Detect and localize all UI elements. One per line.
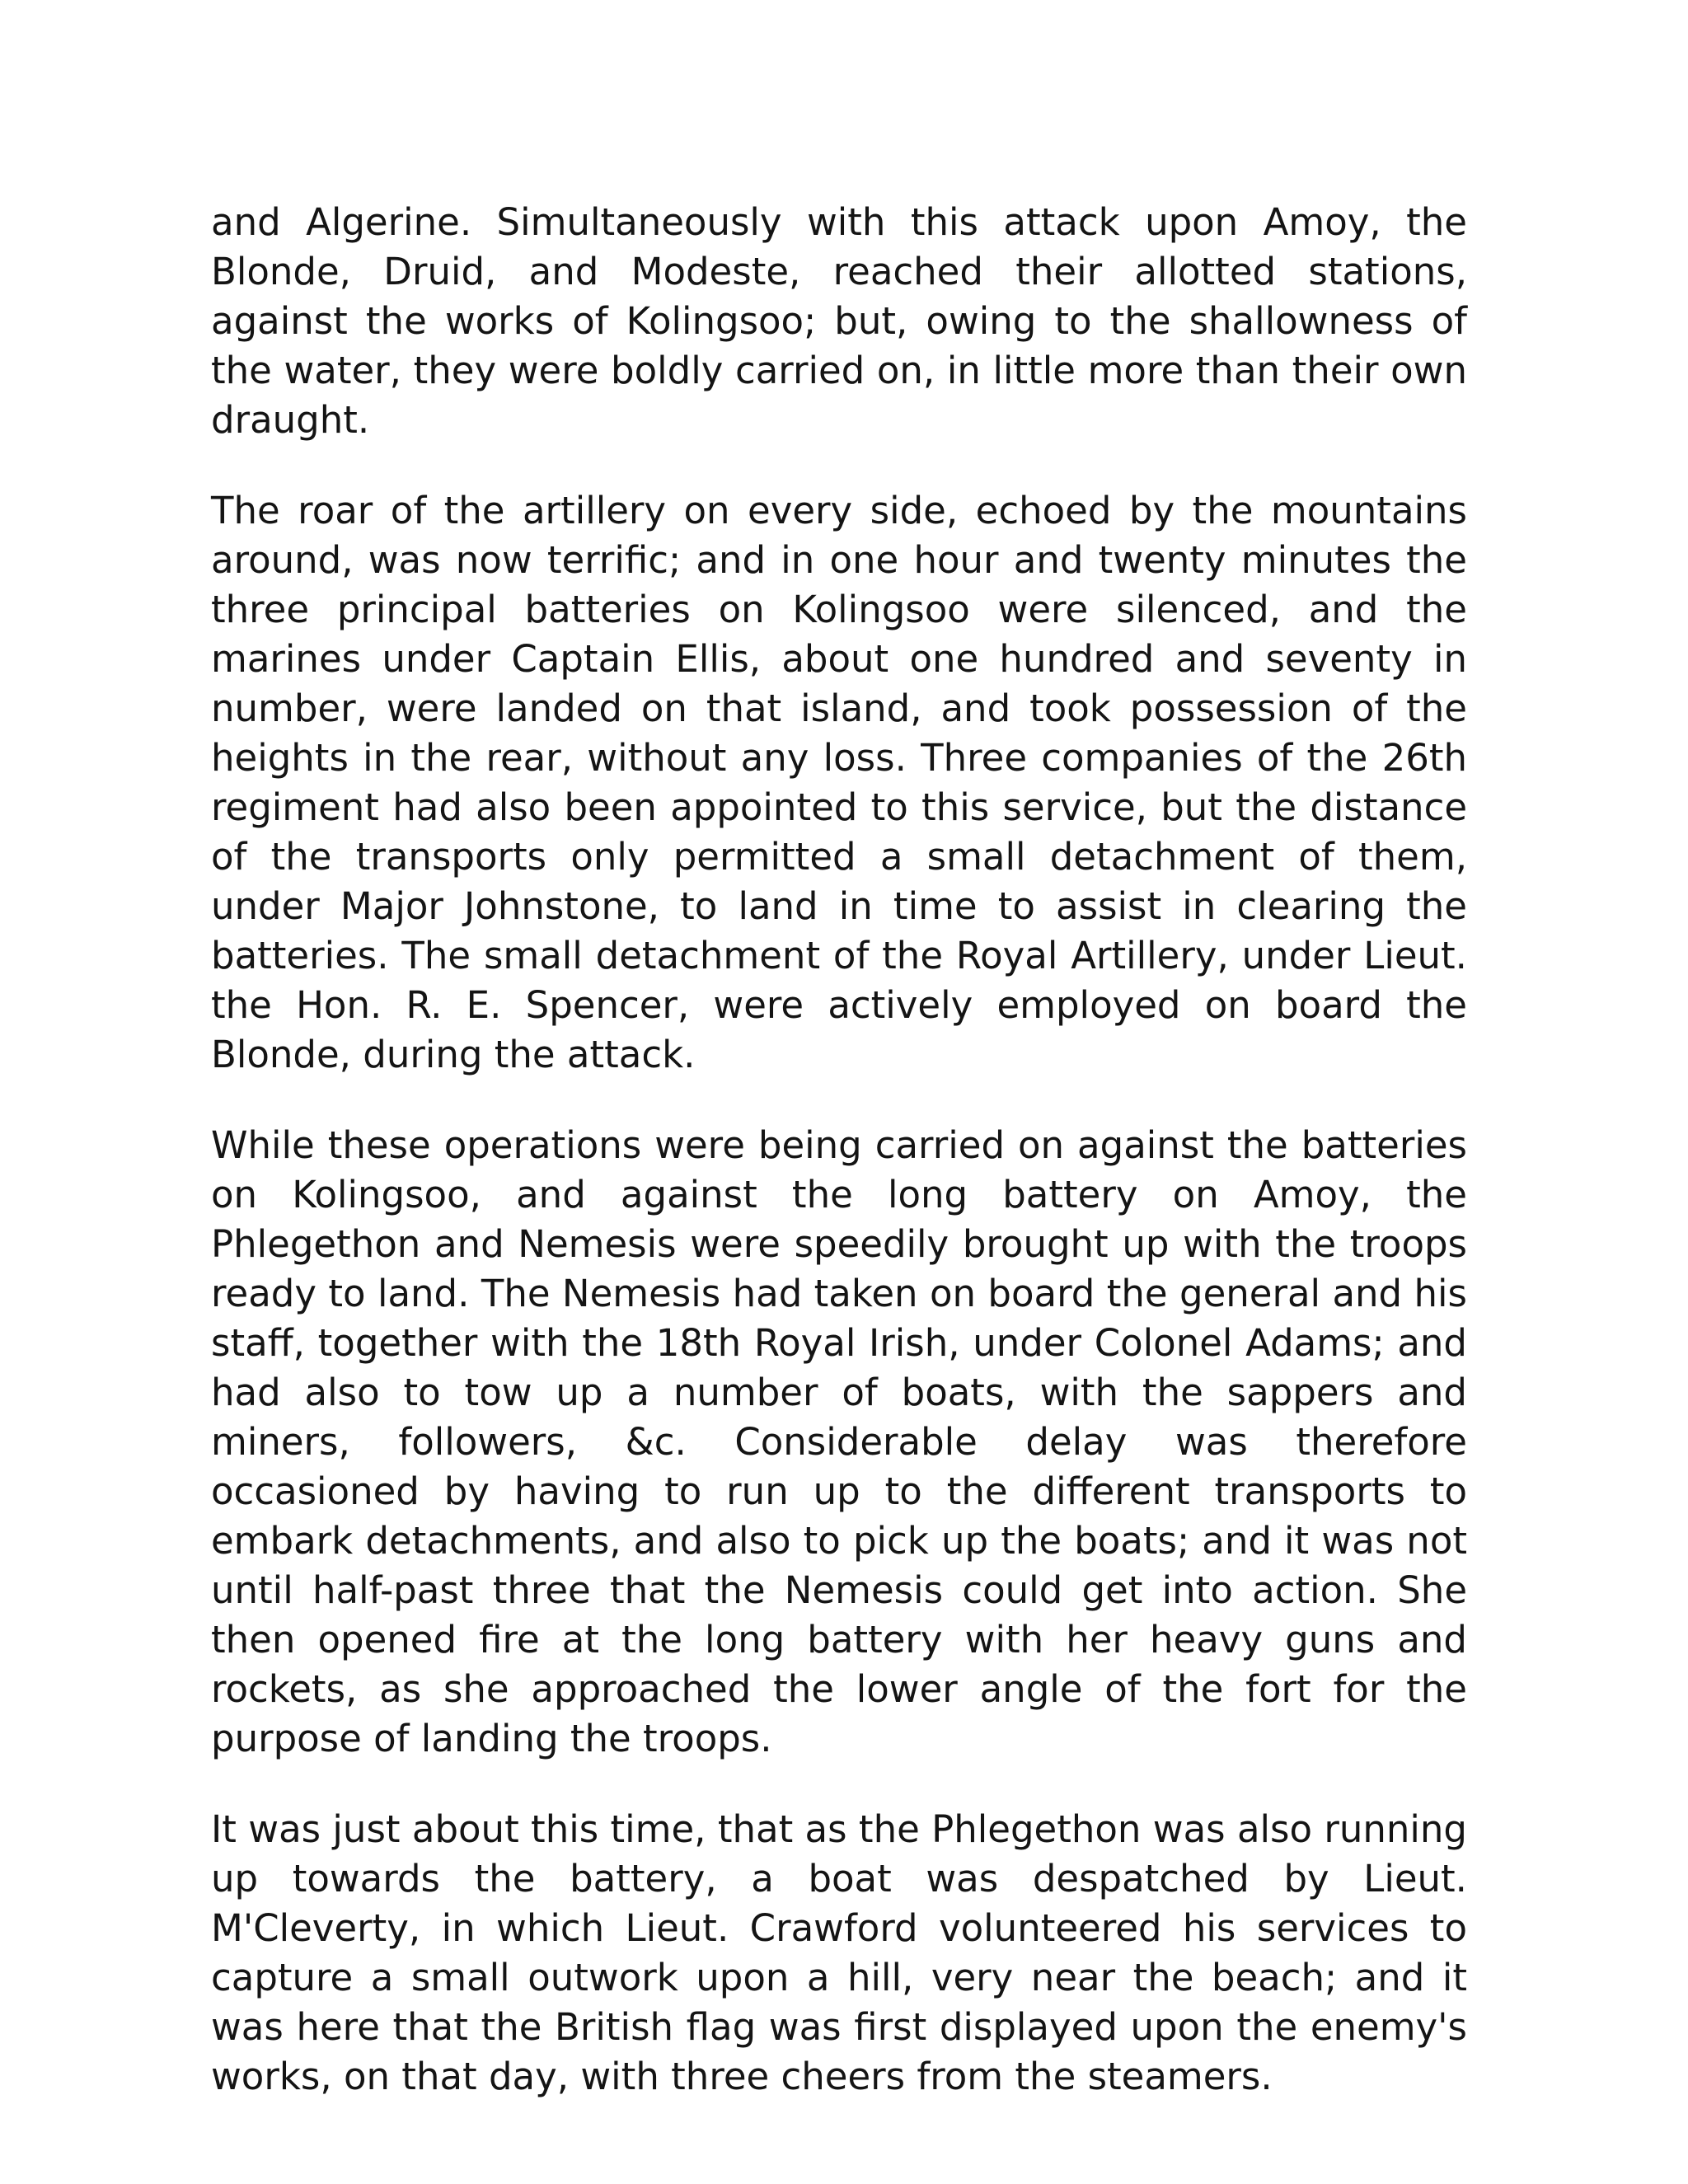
paragraph-2: The roar of the artillery on every side, echoed by the mountains around, was now terrific; and in one hour and twenty minutes the three principal batteries on Kolingsoo were silenced, and the marines under Captain Ellis, about one hundred and seventy in number, were landed on that island, and took possession of the heights in the rear, without any loss. Three companies of the 26th regiment had also been appointed to this service, but the distance of the transports only permitted a small detachment of them, under Major Johnstone, to land in time to assist in clearing the batteries. The small detachment of the Royal Artillery, under Lieut. the Hon. R. E. Spencer, were actively employed on board the Blonde, during the attack. [211, 489, 1467, 1076]
paragraph-3: While these operations were being carried on against the batteries on Kolingsoo, and against the long battery on Amoy, the Phlegethon and Nemesis were speedily brought up with the troops ready to land. The Nemesis had taken on board the general and his staff, together with the 18th Royal Irish, under Colonel Adams; and had also to tow up a number of boats, with the sappers and miners, followers, &c. Considerable delay was therefore occasioned by having to run up to the different transports to embark detachments, and also to pick up the boats; and it was not until half-past three that the Nemesis could get into action. She then opened fire at the long battery with her heavy guns and rockets, as she approached the lower angle of the fort for the purpose of landing the troops. [211, 1123, 1467, 1760]
page-body [211, 198, 1467, 2102]
paragraph-1: and Algerine. Simultaneously with this attack upon Amoy, the Blonde, Druid, and Modeste, reached their allotted stations, against the works of Kolingsoo; but, owing to the shallowness of the water, they were boldly carried on, in little more than their own draught. [211, 200, 1467, 442]
paragraph-4: It was just about this time, that as the Phlegethon was also running up towards the battery, a boat was despatched by Lieut. M'Cleverty, in which Lieut. Crawford volunteered his services to capture a small outwork upon a hill, very near the beach; and it was here that the British flag was first displayed upon the enemy's works, on that day, with three cheers from the steamers. [211, 1807, 1467, 2098]
